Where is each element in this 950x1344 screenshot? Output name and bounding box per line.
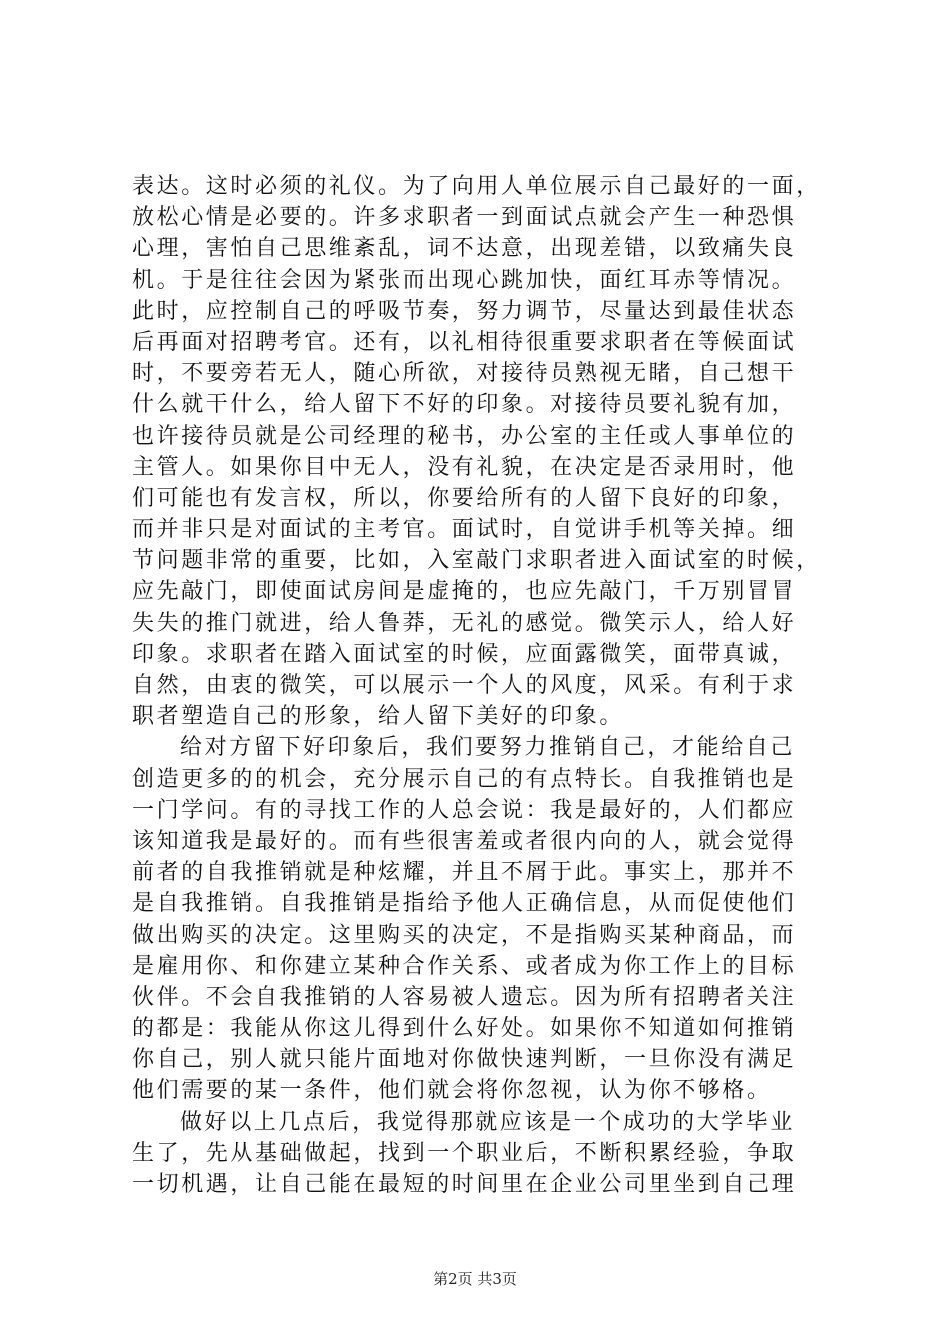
text-line: 节问题非常的重要，比如，入室敲门求职者进入面试室的时候， — [132, 548, 821, 574]
text-line: 是雇用你、和你建立某种合作关系、或者成为你工作上的目标 — [132, 953, 797, 979]
text-line: 一切机遇，让自己能在最短的时间里在企业公司里坐到自己理 — [132, 1172, 797, 1197]
text-line: 此时，应控制自己的呼吸节奏，努力调节，尽量达到最佳状态 — [132, 298, 797, 324]
paragraph — [132, 732, 832, 1106]
text-line: 给对方留下好印象后，我们要努力推销自己，才能给自己 — [180, 735, 796, 761]
text-line: 主管人。如果你目中无人，没有礼貌，在决定是否录用时，他 — [132, 454, 797, 480]
text-line: 放松心情是必要的。许多求职者一到面试点就会产生一种恐惧 — [132, 205, 797, 231]
text-line: 也许接待员就是公司经理的秘书，办公室的主任或人事单位的 — [132, 423, 797, 449]
text-line: 伙伴。不会自我推销的人容易被人遗忘。因为所有招聘者关注 — [132, 984, 797, 1010]
text-line: 职者塑造自己的形象，给人留下美好的印象。 — [132, 704, 625, 730]
text-line: 机。于是往往会因为紧张而出现心跳加快，面红耳赤等情况。 — [132, 267, 797, 293]
paragraph — [132, 171, 832, 732]
text-line: 是自我推销。自我推销是指给予他人正确信息，从而促使他们 — [132, 891, 797, 917]
text-line: 应先敲门，即使面试房间是虚掩的，也应先敲门，千万别冒冒 — [132, 579, 797, 605]
text-line: 印象。求职者在踏入面试室的时候，应面露微笑，面带真诚， — [132, 641, 797, 667]
page-footer: 第2页 共3页 — [433, 1270, 517, 1288]
text-line: 他们需要的某一条件，他们就会将你忽视，认为你不够格。 — [132, 1078, 772, 1104]
text-line: 一门学问。有的寻找工作的人总会说：我是最好的，人们都应 — [132, 797, 797, 823]
text-line: 们可能也有发言权，所以，你要给所有的人留下良好的印象， — [132, 485, 797, 511]
text-line: 该知道我是最好的。而有些很害羞或者很内向的人，就会觉得 — [132, 828, 797, 854]
text-line: 你自己，别人就只能片面地对你做快速判断，一旦你没有满足 — [132, 1047, 797, 1073]
text-line: 前者的自我推销就是种炫耀，并且不屑于此。事实上，那并不 — [132, 860, 797, 886]
paragraph — [132, 1107, 832, 1201]
text-line: 生了，先从基础做起，找到一个职业后，不断积累经验，争取 — [132, 1140, 797, 1166]
text-line: 失失的推门就进，给人鲁莽，无礼的感觉。微笑示人，给人好 — [132, 610, 797, 636]
text-line: 心理，害怕自己思维紊乱，词不达意，出现差错，以致痛失良 — [132, 236, 797, 262]
text-line: 创造更多的的机会，充分展示自己的有点特长。自我推销也是 — [132, 766, 797, 792]
text-line: 自然，由衷的微笑，可以展示一个人的风度，风采。有利于求 — [132, 673, 797, 698]
text-line: 而并非只是对面试的主考官。面试时，自觉讲手机等关掉。细 — [132, 517, 797, 543]
text-line: 后再面对招聘考官。还有，以礼相待很重要求职者在等候面试 — [132, 329, 797, 355]
text-line: 时，不要旁若无人，随心所欲，对接待员熟视无睹，自己想干 — [132, 361, 797, 387]
document-body — [132, 171, 832, 1200]
text-line: 什么就干什么，给人留下不好的印象。对接待员要礼貌有加， — [132, 392, 797, 418]
text-line: 的都是：我能从你这儿得到什么好处。如果你不知道如何推销 — [132, 1016, 797, 1042]
text-line: 做好以上几点后，我觉得那就应该是一个成功的大学毕业 — [180, 1109, 796, 1135]
text-line: 做出购买的决定。这里购买的决定，不是指购买某种商品，而 — [132, 922, 797, 948]
text-line: 表达。这时必须的礼仪。为了向用人单位展示自己最好的一面， — [132, 174, 821, 199]
